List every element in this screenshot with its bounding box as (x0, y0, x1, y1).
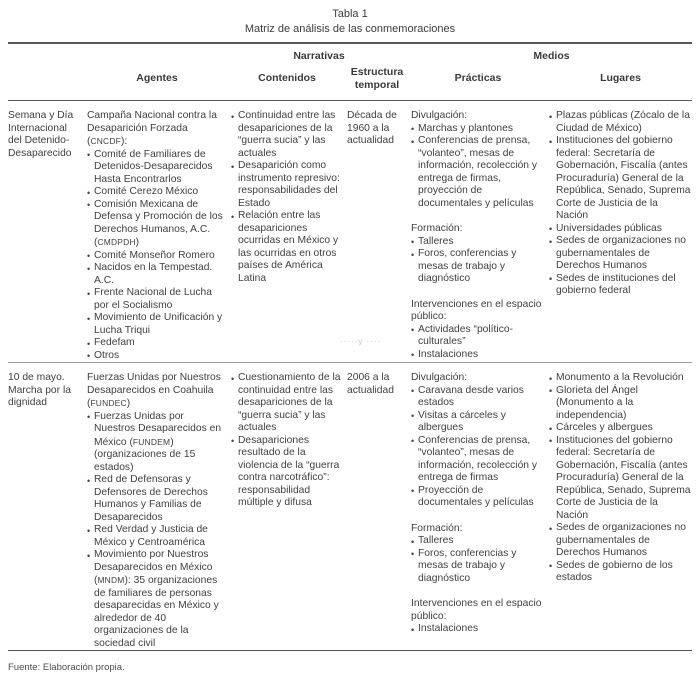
practice-group-title: Formación: (411, 522, 463, 534)
ghost-text-artifact: ·····y ···· (340, 337, 382, 346)
bullet-item: • Continuidad entre las desapariciones de la “guerra sucia” y las actuales (231, 110, 343, 160)
bullet-item: • Talleres (411, 236, 545, 249)
bullet-list (411, 324, 545, 362)
cell-lugares (549, 110, 692, 362)
cell-estructura-temporal: 2006 a la actualidad (347, 372, 394, 396)
bullet-item: • Talleres (411, 535, 545, 548)
practice-group (411, 223, 545, 286)
bullet-item: • Caravana desde varios estados (411, 385, 545, 410)
practice-group-title: Intervenciones en el espacio público: (411, 598, 542, 622)
bullet-item: • Otros (87, 350, 227, 363)
table-number: Tabla 1 (332, 8, 368, 20)
bullet-item: • Comité Cerezo México (87, 186, 227, 199)
cell-practicas (411, 372, 545, 650)
bullet-list (411, 623, 545, 636)
cell-contenidos (231, 110, 343, 362)
practice-group-title: Divulgación: (411, 372, 468, 383)
column-header-contenidos: Contenidos (258, 72, 316, 85)
bullet-item: • Fedefam (87, 337, 227, 350)
bullet-item: • Universidades públicas (549, 223, 692, 236)
table-title (8, 7, 692, 36)
bullet-item: • Plazas públicas (Zócalo de la Ciudad de México) (549, 110, 692, 135)
agentes-lead: Fuerzas Unidas por Nuestros Desaparecidos en Coahuila (FUNDEC) (87, 372, 221, 409)
bullet-item: • Instituciones del gobierno federal: Secretaría de Gobernación, Fiscalía (antes Procuraduría) General de la República, Senado, Suprema Corte de Justicia de la Nación (549, 135, 692, 223)
bullet-item: • Sedes de organizaciones no gubernamentales de Derechos Humanos (549, 522, 692, 560)
column-header-row (8, 63, 692, 100)
bullet-item: • Actividades “político-culturales” (411, 324, 545, 349)
bullet-item: • Sedes de organizaciones no gubernamentales de Derechos Humanos (549, 235, 692, 273)
bullet-item: • Relación entre las desapariciones ocurridas en México y las ocurridas en otros países de América Latina (231, 210, 343, 285)
cell-agentes (87, 372, 227, 650)
bullet-item: • Conferencias de prensa, “volanteo”, mesas de información, recolección y entrega de firmas (411, 435, 545, 485)
bullet-item: • Frente Nacional de Lucha por el Socialismo (87, 287, 227, 312)
table-row-10-de-mayo (8, 363, 692, 650)
bullet-item: • Instalaciones (411, 349, 545, 362)
practice-group-title: Intervenciones en el espacio público: (411, 298, 542, 322)
bullet-item: • Monumento a la Revolución (549, 372, 692, 385)
bullet-list (231, 110, 343, 285)
bullet-item: • Proyección de documentales y películas (411, 485, 545, 510)
agentes-lead: Campaña Nacional contra la Desaparición Forzada (CNCDF): (87, 110, 217, 147)
column-header-agentes: Agentes (136, 72, 178, 85)
bullet-item: • Foros, conferencias y mesas de trabajo y diagnóstico (411, 548, 545, 586)
bullet-item: • Cárceles y albergues (549, 422, 692, 435)
column-header-practicas: Prácticas (454, 72, 502, 85)
source-note: Fuente: Elaboración propia. (8, 662, 125, 673)
bullet-item: • Movimiento por Nuestros Desaparecidos en México (MNDM): 35 organizaciones de familiares de personas desaparecidas en México y alrededor de 40 organizaciones de la sociedad civil (87, 549, 227, 650)
bullet-list (411, 385, 545, 510)
bullet-item: • Fuerzas Unidas por Nuestros Desaparecidos en México (FUNDEM) (organizaciones de 15 estados) (87, 411, 227, 475)
bullet-item: • Foros, conferencias y mesas de trabajo y diagnóstico (411, 248, 545, 286)
bullet-item: • Desapariciones resultado de la violencia de la “guerra contra narcotráfico”: responsabilidad múltiple y difusa (231, 435, 343, 510)
cell-practicas (411, 110, 545, 362)
cell-lugares (549, 372, 692, 650)
bullet-item: • Movimiento de Unificación y Lucha Triqui (87, 312, 227, 337)
column-header-estructura-temporal: Estructura temporal (350, 66, 404, 91)
bullet-item: • Glorieta del Ángel (Monumento a la independencia) (549, 385, 692, 423)
bullet-list (411, 236, 545, 286)
row-label: Semana y Día Internacional del Detenido-Desaparecido (8, 110, 74, 159)
bullet-item: • Instalaciones (411, 623, 545, 636)
table-row-semana-detenido-desaparecido (8, 101, 692, 362)
bullet-item: • Red Verdad y Justicia de México y Centroamérica (87, 524, 227, 549)
group-header-medios: Medios (533, 50, 570, 62)
bullet-list (87, 411, 227, 651)
bullet-item: • Comisión Mexicana de Defensa y Promoción de los Derechos Humanos, A.C. (CMDPDH) (87, 199, 227, 250)
group-header-narrativas: Narrativas (293, 50, 345, 62)
bullet-list (549, 372, 692, 585)
column-header-lugares: Lugares (600, 72, 641, 85)
bullet-item: • Marchas y plantones (411, 123, 545, 136)
bullet-item: • Comité de Familiares de Detenidos-Desaparecidos Hasta Encontrarlos (87, 149, 227, 187)
practice-group (411, 598, 545, 636)
cell-agentes (87, 110, 227, 362)
bullet-item: • Visitas a cárceles y albergues (411, 410, 545, 435)
cell-contenidos (231, 372, 343, 650)
bullet-list (87, 149, 227, 363)
bullet-item: • Instituciones del gobierno federal: Secretaría de Gobernación, Fiscalía (antes Procuraduría) General de la República, Senado, Suprema Corte de Justicia de la Nación (549, 435, 692, 523)
row-label: 10 de mayo. Marcha por la dignidad (8, 372, 71, 408)
practice-group (411, 110, 545, 210)
cell-estructura-temporal: Década de 1960 a la actualidad (347, 110, 397, 146)
practice-group (411, 299, 545, 362)
bullet-item: • Nacidos en la Tempestad. A.C. (87, 262, 227, 287)
bullet-list (411, 123, 545, 211)
practice-group (411, 372, 545, 510)
practice-group-title: Divulgación: (411, 110, 468, 121)
practice-group (411, 523, 545, 586)
bullet-item: • Conferencias de prensa, “volanteo”, mesas de información, recolección y entrega de firmas, proyección de documentales y películas (411, 135, 545, 210)
bullet-item: • Sedes de instituciones del gobierno federal (549, 273, 692, 298)
bullet-list (411, 535, 545, 585)
practice-group-title: Formación: (411, 223, 463, 234)
column-group-header-row (8, 44, 692, 63)
table-caption: Matriz de análisis de las conmemoraciones (244, 22, 456, 35)
bullet-list (231, 372, 343, 510)
bullet-list (549, 110, 692, 298)
bullet-item: • Comité Monseñor Romero (87, 250, 227, 263)
bullet-item: • Cuestionamiento de la continuidad entre las desapariciones de la “guerra sucia” y las actuales (231, 372, 343, 435)
bullet-item: • Sedes de gobierno de los estados (549, 560, 692, 585)
bullet-item: • Red de Defensoras y Defensores de Derechos Humanos y Familias de Desaparecidos (87, 474, 227, 524)
bullet-item: • Desaparición como instrumento represivo: responsabilidades del Estado (231, 160, 343, 210)
